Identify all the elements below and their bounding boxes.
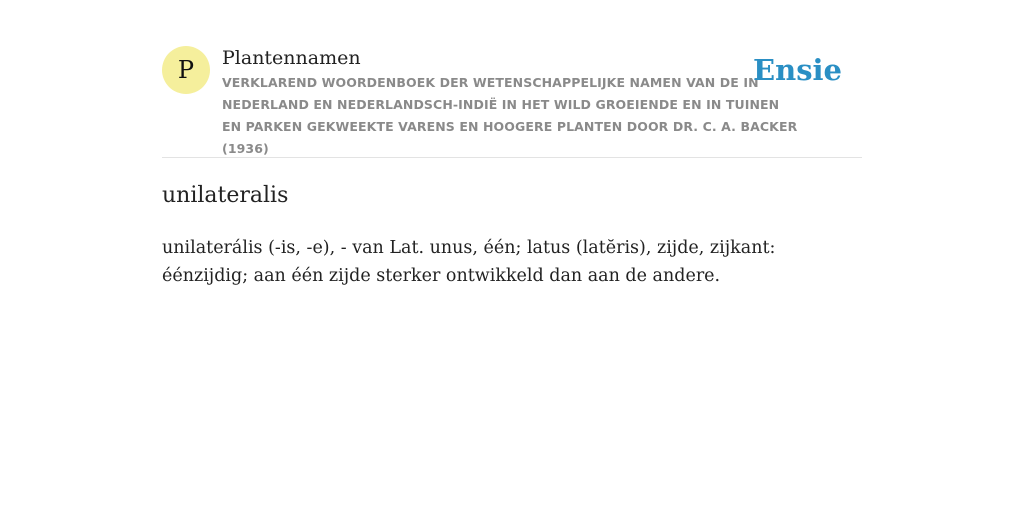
entry-definition: unilaterális (-is, -e), - van Lat. unus, één; latus (latĕris), zijde, zijkant: éénzijdig; aan één zijde sterker ontwikkeld dan aan de andere. — [162, 238, 776, 286]
dictionary-title[interactable]: Plantennamen — [222, 47, 361, 69]
entry-title: unilateralis — [162, 183, 289, 208]
header-divider — [162, 157, 862, 158]
ensie-logo-link[interactable]: Ensie — [753, 53, 842, 87]
dictionary-avatar[interactable]: P — [162, 46, 210, 94]
dictionary-subtitle: VERKLAREND WOORDENBOEK DER WETENSCHAPPELIJKE NAMEN VAN DE IN NEDERLAND EN NEDERLANDSCH-INDIË IN HET WILD GROEIENDE EN IN TUINEN EN PARKEN GEKWEEKTE VARENS EN HOOGERE PLANTEN DOOR DR. C. A. BACKER (1936) — [222, 75, 798, 156]
